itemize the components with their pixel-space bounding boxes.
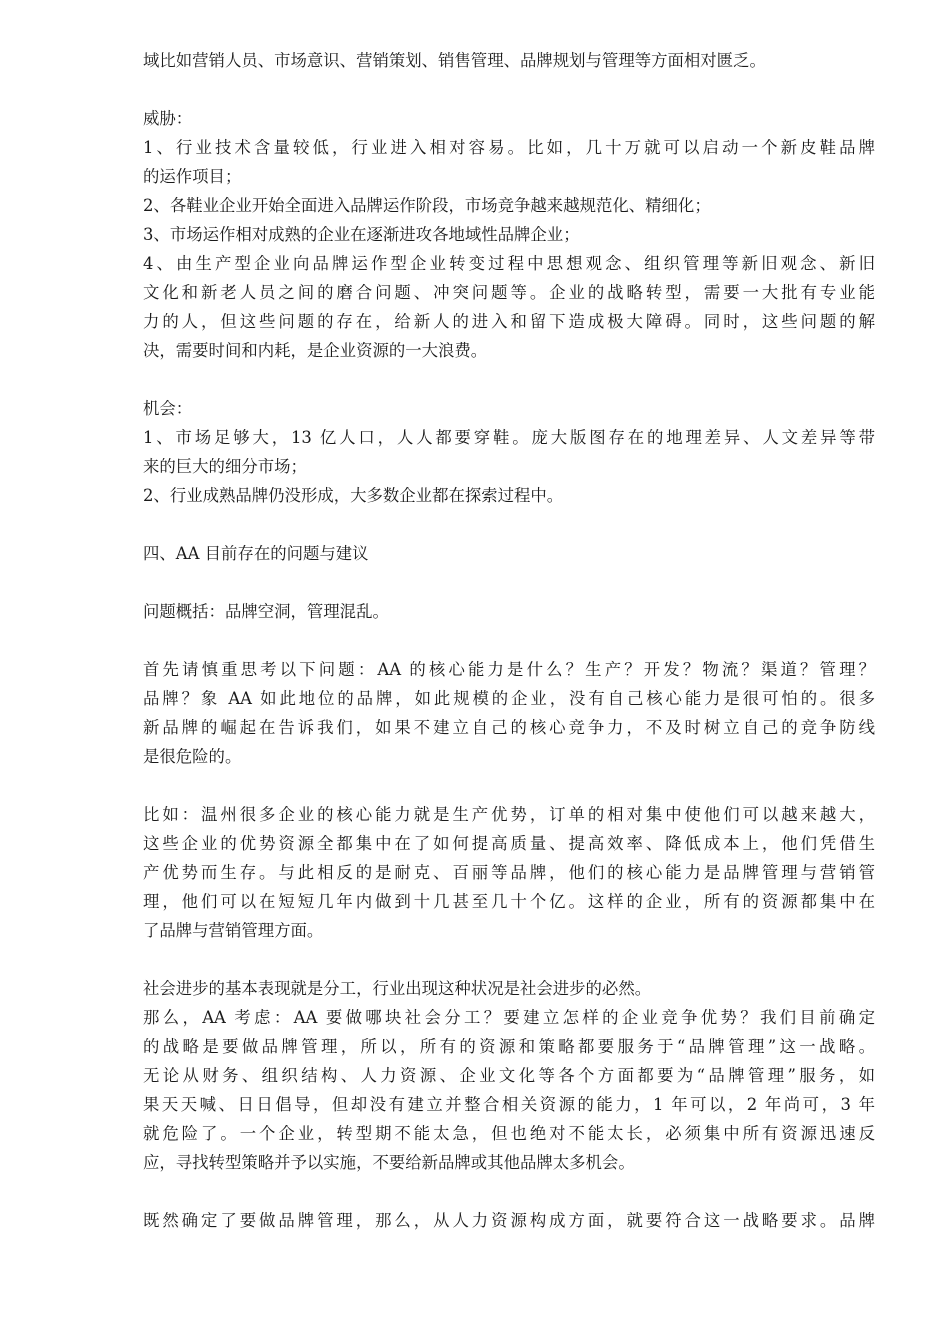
text-line: 的运作项目； — [143, 167, 242, 186]
text-line: 就危险了。一个企业，转型期不能太急，但也绝对不能太长，必须集中所有资源迅速反 — [143, 1124, 875, 1143]
text-line: 无论从财务、组织结构、人力资源、企业文化等各个方面都要为“品牌管理”服务，如 — [143, 1066, 875, 1085]
text-line: 品牌？象 AA 如此地位的品牌，如此规模的企业，没有自己核心能力是很可怕的。很多 — [143, 689, 875, 708]
text-line: 那么，AA 考虑：AA 要做哪块社会分工？要建立怎样的企业竞争优势？我们目前确定 — [143, 1008, 875, 1027]
text-line: 比如：温州很多企业的核心能力就是生产优势，订单的相对集中使他们可以越来越大， — [143, 805, 875, 824]
text-line: 社会进步的基本表现就是分工，行业出现这种状况是社会进步的必然。 — [143, 979, 652, 998]
blank-line — [143, 75, 875, 104]
problem-summary: 问题概括：品牌空洞，管理混乱。 — [143, 602, 389, 621]
text-line: 2、各鞋业企业开始全面进入品牌运作阶段，市场竞争越来越规范化、精细化； — [143, 196, 711, 215]
blank-line — [143, 365, 875, 394]
text-line: 1、行业技术含量较低，行业进入相对容易。比如，几十万就可以启动一个新皮鞋品牌 — [143, 138, 875, 157]
text-line: 1、市场足够大，13 亿人口，人人都要穿鞋。庞大版图存在的地理差异、人文差异等带 — [143, 428, 875, 447]
text-line: 果天天喊、日日倡导，但却没有建立并整合相关资源的能力，1 年可以，2 年尚可，3 年 — [143, 1095, 875, 1114]
text-line: 产优势而生存。与此相反的是耐克、百丽等品牌，他们的核心能力是品牌管理与营销管 — [143, 863, 875, 882]
text-line: 既然确定了要做品牌管理，那么，从人力资源构成方面，就要符合这一战略要求。品牌 — [143, 1211, 875, 1230]
text-line: 文化和新老人员之间的磨合问题、冲突问题等。企业的战略转型，需要一大批有专业能 — [143, 283, 875, 302]
text-line: 应，寻找转型策略并予以实施，不要给新品牌或其他品牌太多机会。 — [143, 1153, 635, 1172]
blank-line — [143, 1177, 875, 1206]
text-line: 2、行业成熟品牌仍没形成，大多数企业都在探索过程中。 — [143, 486, 564, 505]
text-line: 域比如营销人员、市场意识、营销策划、销售管理、品牌规划与管理等方面相对匮乏。 — [143, 51, 766, 70]
text-line: 理，他们可以在短短几年内做到十几甚至几十个亿。这样的企业，所有的资源都集中在 — [143, 892, 875, 911]
section-heading-threats: 威胁： — [143, 109, 193, 128]
text-line: 来的巨大的细分市场； — [143, 457, 307, 476]
text-line: 这些企业的优势资源全都集中在了如何提高质量、提高效率、降低成本上，他们凭借生 — [143, 834, 875, 853]
blank-line — [143, 771, 875, 800]
text-line: 4、由生产型企业向品牌运作型企业转变过程中思想观念、组织管理等新旧观念、新旧 — [143, 254, 875, 273]
blank-line — [143, 945, 875, 974]
blank-line — [143, 510, 875, 539]
text-line: 决，需要时间和内耗，是企业资源的一大浪费。 — [143, 341, 488, 360]
section-heading-problems: 四、AA 目前存在的问题与建议 — [143, 544, 369, 563]
document-body — [143, 46, 875, 1235]
blank-line — [143, 568, 875, 597]
text-line: 是很危险的。 — [143, 747, 242, 766]
text-line: 的战略是要做品牌管理，所以，所有的资源和策略都要服务于“品牌管理”这一战略。 — [143, 1037, 875, 1056]
text-line: 力的人，但这些问题的存在，给新人的进入和留下造成极大障碍。同时，这些问题的解 — [143, 312, 875, 331]
text-line: 新品牌的崛起在告诉我们，如果不建立自己的核心竞争力，不及时树立自己的竞争防线 — [143, 718, 875, 737]
text-line: 了品牌与营销管理方面。 — [143, 921, 324, 940]
text-line: 首先请慎重思考以下问题：AA 的核心能力是什么？生产？开发？物流？渠道？管理？ — [143, 660, 875, 679]
text-line: 3、市场运作相对成熟的企业在逐渐进攻各地域性品牌企业； — [143, 225, 580, 244]
section-heading-opportunities: 机会： — [143, 399, 193, 418]
blank-line — [143, 626, 875, 655]
